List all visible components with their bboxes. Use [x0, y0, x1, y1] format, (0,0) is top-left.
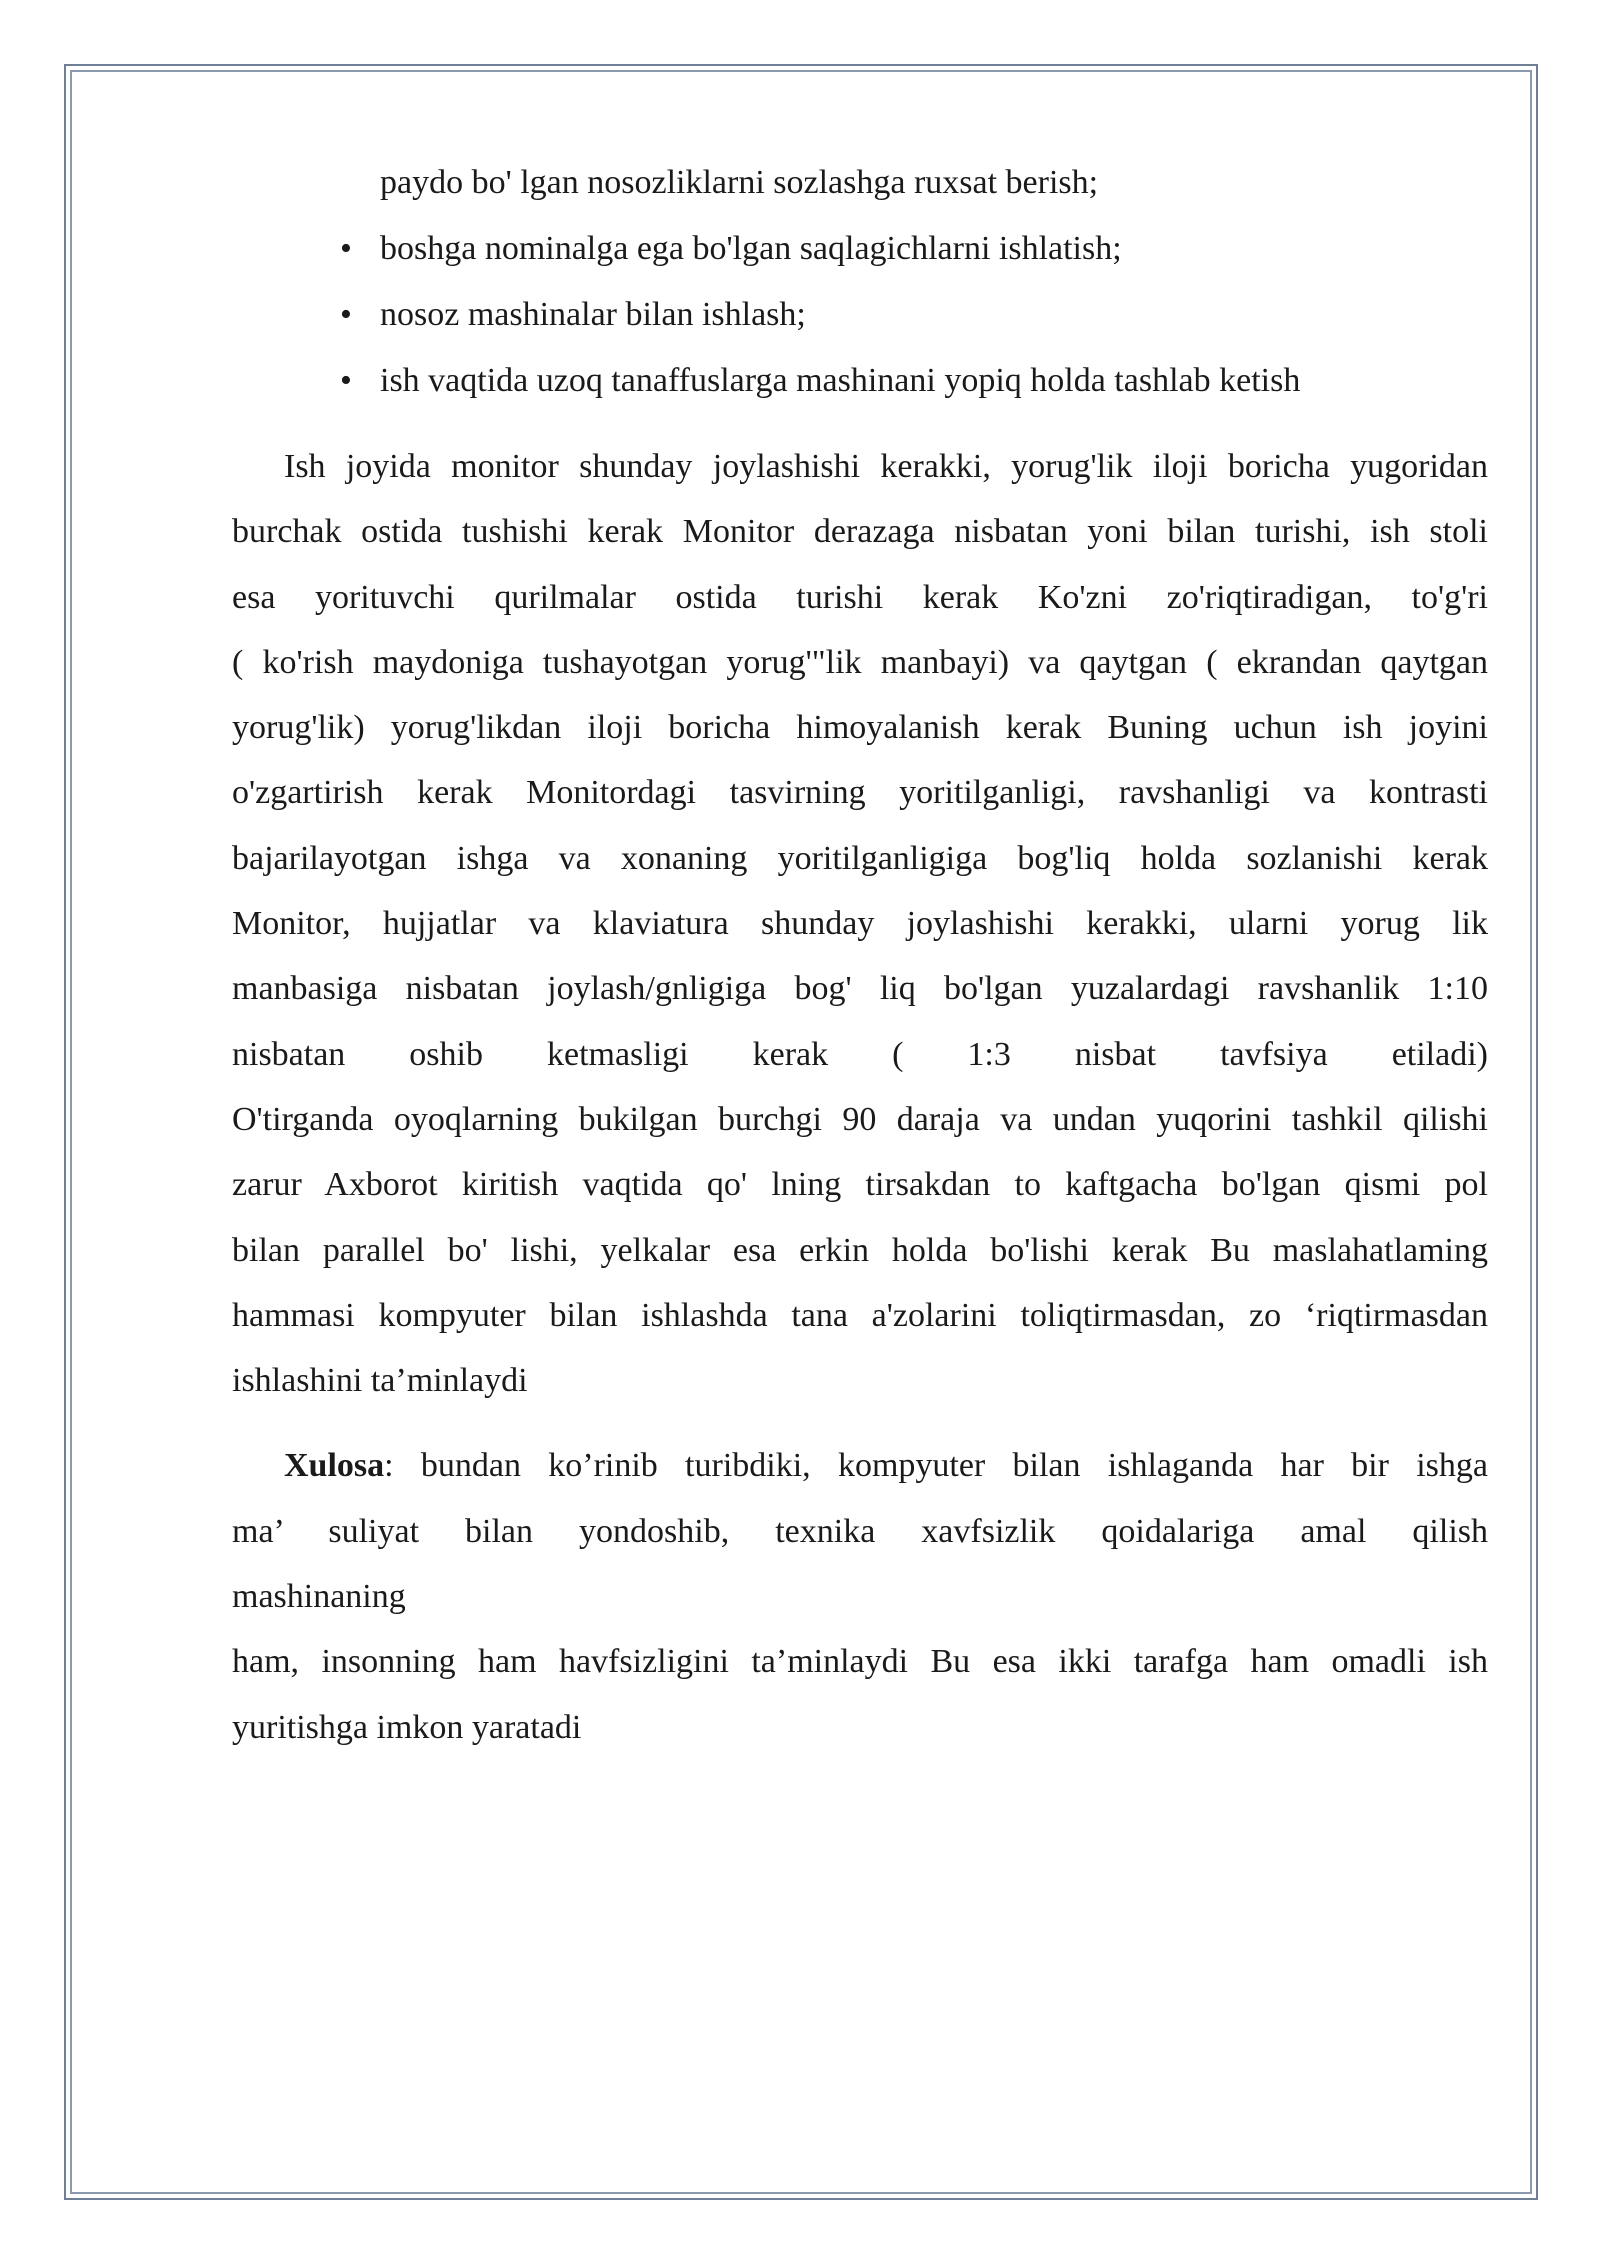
- line-text: : bundan ko’rinib turibdiki, kompyuter bilan ishlaganda har bir ishga: [384, 1447, 1488, 1485]
- document-body: [232, 150, 1488, 1760]
- list-item-text: nosoz mashinalar bilan ishlash;: [380, 296, 806, 333]
- paragraph-line: manbasiga nisbatan joylash/gnligiga bog' liq bo'lgan yuzalardagi ravshanlik 1:10: [232, 970, 1488, 1008]
- bullet-marker: •: [340, 362, 352, 399]
- line-text: Ish joyida monitor shunday joylashishi kerakki, yorug'lik iloji boricha yugoridan: [284, 448, 1488, 485]
- list-item-text: paydo bo' lgan nosozliklarni sozlashga ruxsat berish;: [380, 164, 1099, 201]
- paragraph-line: esa yorituvchi qurilmalar ostida turishi kerak Ko'zni zo'riqtiradigan, to'g'ri: [232, 578, 1488, 616]
- list-item: [232, 150, 1488, 216]
- list-item: [232, 216, 1488, 282]
- paragraph-conclusion: [232, 1433, 1488, 1759]
- paragraph-line: ham, insonning ham havfsizligini ta’minlaydi Bu esa ikki tarafga ham omadli ish: [232, 1643, 1488, 1681]
- list-item-text: boshga nominalga ega bo'lgan saqlagichlarni ishlatish;: [380, 230, 1122, 267]
- paragraph-line: [232, 1433, 1488, 1498]
- paragraph-monitor-placement: [232, 434, 1488, 1413]
- paragraph-line: bajarilayotgan ishga va xonaning yoritilganligiga bog'liq holda sozlanishi kerak: [232, 839, 1488, 877]
- paragraph-line: burchak ostida tushishi kerak Monitor derazaga nisbatan yoni bilan turishi, ish stoli: [232, 513, 1488, 551]
- paragraph-line: mashinaning: [232, 1578, 406, 1616]
- paragraph-line: ( ko'rish maydoniga tushayotgan yorug'"lik manbayi) va qaytgan ( ekrandan qaytgan: [232, 643, 1488, 681]
- conclusion-label: Xulosa: [284, 1447, 385, 1485]
- paragraph-line: ma’ suliyat bilan yondoshib, texnika xavfsizlik qoidalariga amal qilish: [232, 1512, 1488, 1550]
- paragraph-line: zarur Axborot kiritish vaqtida qo' lning tirsakdan to kaftgacha bo'lgan qismi pol: [232, 1166, 1488, 1204]
- paragraph-line: nisbatan oshib ketmasligi kerak ( 1:3 nisbat tavfsiya etiladi): [232, 1035, 1488, 1073]
- paragraph-line: bilan parallel bo' lishi, yelkalar esa erkin holda bo'lishi kerak Bu maslahatlaming: [232, 1231, 1488, 1269]
- bullet-marker: •: [340, 230, 352, 267]
- paragraph-line: Monitor, hujjatlar va klaviatura shunday joylashishi kerakki, ularni yorug lik: [232, 905, 1488, 943]
- paragraph-line: O'tirganda oyoqlarning bukilgan burchgi 90 daraja va undan yuqorini tashkil qilishi: [232, 1100, 1488, 1138]
- paragraph-line: o'zgartirish kerak Monitordagi tasvirning yoritilganligi, ravshanligi va kontrasti: [232, 774, 1488, 812]
- paragraph-line: yorug'lik) yorug'likdan iloji boricha himoyalanish kerak Buning uchun ish joyini: [232, 709, 1488, 747]
- list-item-text: ish vaqtida uzoq tanaffuslarga mashinani yopiq holda tashlab ketish: [380, 362, 1301, 399]
- paragraph-line: [232, 434, 1488, 499]
- bullet-marker: •: [340, 296, 352, 333]
- paragraph-line: hammasi kompyuter bilan ishlashda tana a'zolarini toliqtirmasdan, zo ‘riqtirmasdan: [232, 1296, 1488, 1334]
- list-item: [232, 282, 1488, 348]
- bullet-list: [232, 150, 1488, 414]
- paragraph-line: yuritishga imkon yaratadi: [232, 1708, 582, 1746]
- paragraph-line: ishlashini ta’minlaydi: [232, 1362, 528, 1400]
- list-item: [232, 348, 1488, 414]
